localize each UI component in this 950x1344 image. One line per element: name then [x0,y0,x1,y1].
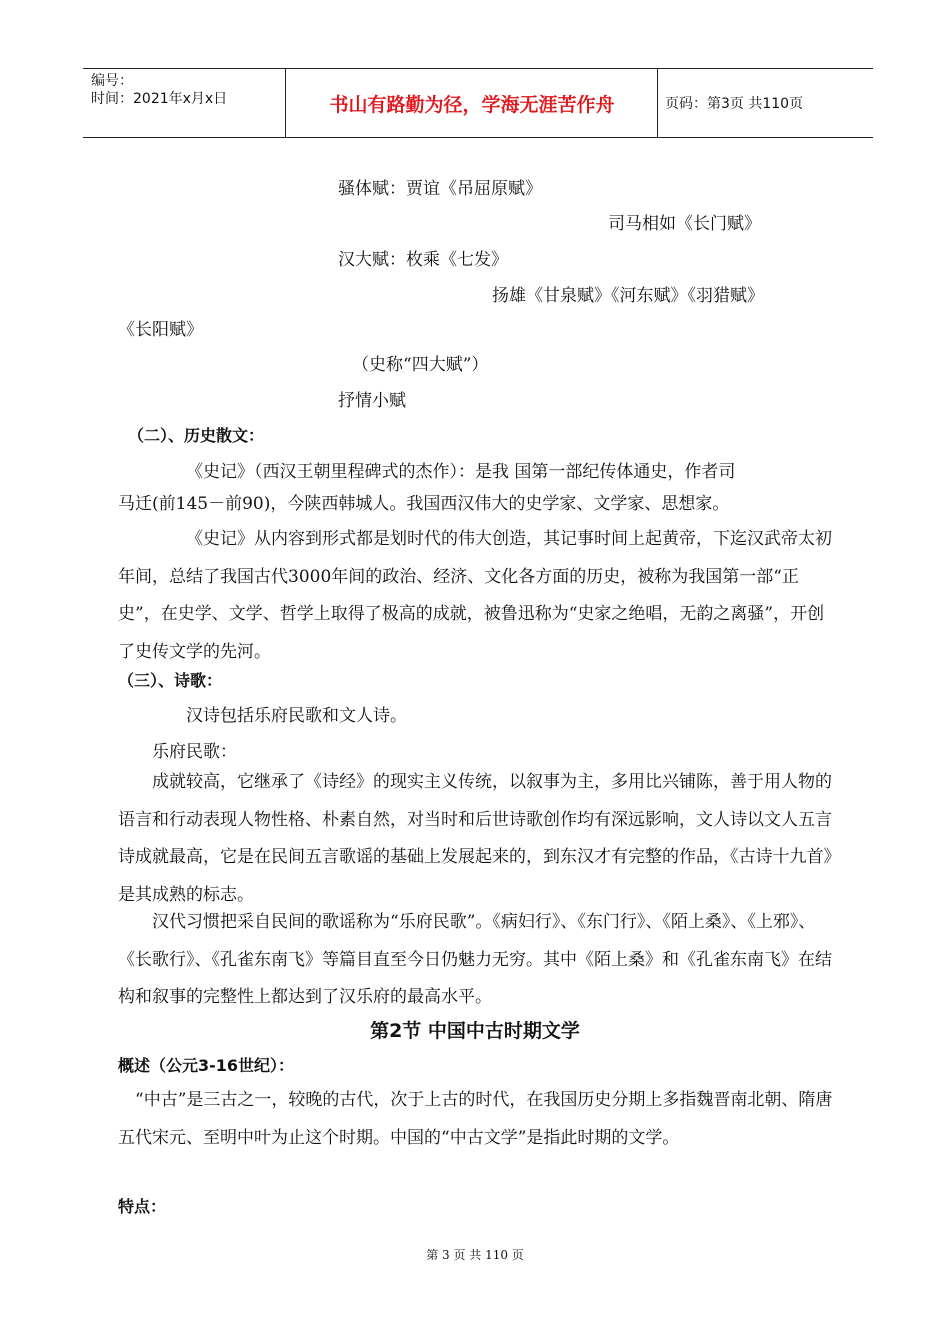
page-footer: 第 3 页 共 110 页 [426,1248,524,1262]
yuefu-label: 乐府民歌： [152,742,237,762]
shiji-paragraph: 《史记》从内容到形式都是划时代的伟大创造，其记事时间上起黄帝，下迄汉武帝太初年间，总结了我国古代3000年间的政治、经济、文化各方面的历史，被称为我国第一部“正史”，在史学、文学、哲学上取得了极高的成就，被鲁迅称为“史家之绝唱，无韵之离骚”，开创了史传文学的先河。 [118,529,832,662]
chang-yang-line: 《长阳赋》 [118,320,203,340]
sima-line: 司马相如《长门赋》 [608,214,761,234]
yuefu-paragraph: 成就较高，它继承了《诗经》的现实主义传统，以叙事为主，多用比兴铺陈，善于用人物的语言和行动表现人物性格、朴素自然，对当时和后世诗歌创作均有深远影响，文人诗以文人五言诗成就最高，它是在民间五言歌谣的基础上发展起来的，到东汉才有完整的作品，《古诗十九首》是其成熟的标志。 [118,772,832,905]
page-header [83,68,873,138]
zhonggu-paragraph: “中古”是三古之一，较晚的古代，次于上古的时代，在我国历史分期上多指魏晋南北朝、隋唐五代宋元、至明中叶为止这个时期。中国的“中古文学”是指此时期的文学。 [118,1090,833,1148]
sao-fu-line: 骚体赋：贾谊《吊屈原赋》 [338,179,542,199]
yang-xiong-line: 扬雄《甘泉赋》《河东赋》《羽猎赋》 [492,286,764,306]
heading-poetry: （三）、诗歌： [118,671,223,690]
header-number-label: 编号： [91,73,133,89]
header-motto: 书山有路勤为径，学海无涯苦作舟 [329,93,615,116]
features-label: 特点： [118,1197,167,1216]
han-shi-line: 汉诗包括乐府民歌和文人诗。 [186,706,407,726]
shiji-line-1: 《史记》（西汉王朝里程碑式的杰作）：是我 国第一部纪传体通史，作者司 [186,462,736,482]
heading-history-prose: （二）、历史散文： [128,426,265,445]
header-date-label: 时间：2021年x月x日 [91,91,228,107]
header-page-info: 页码：第3页 共110页 [665,96,804,112]
header-meta [83,69,285,137]
shu-qing-line: 抒情小赋 [338,391,406,411]
header-divider [285,69,286,137]
yuefu-paragraph-2: 汉代习惯把采自民间的歌谣称为“乐府民歌”。《病妇行》、《东门行》、《陌上桑》、《上邪》、《长歌行》、《孔雀东南飞》等篇目直至今日仍魅力无穷。其中《陌上桑》和《孔雀东南飞》在结构和叙事的完整性上都达到了汉乐府的最高水平。 [118,912,832,1007]
overview-label: 概述（公元3-16世纪）： [118,1056,295,1075]
header-divider [657,69,658,137]
si-da-fu-line: （史称“四大赋”） [352,355,489,375]
shiji-line-2: 马迁(前145－前90)，今陕西韩城人。我国西汉伟大的史学家、文学家、思想家。 [118,494,730,514]
section-title: 第2节 中国中古时期文学 [370,1020,580,1042]
han-dafu-line: 汉大赋：枚乘《七发》 [338,250,508,270]
